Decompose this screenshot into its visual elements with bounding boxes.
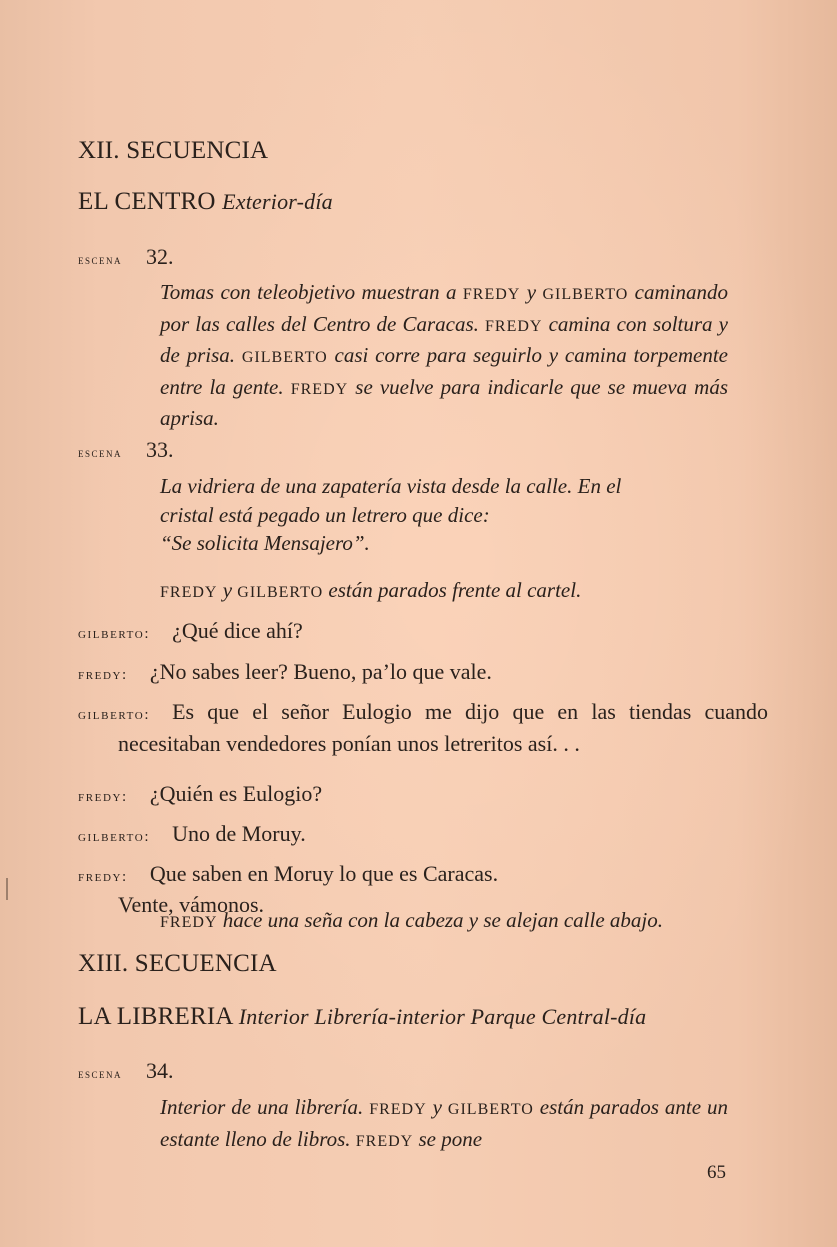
speaker-fredy: fredy: [78, 667, 128, 683]
dialogue-line-6 [78, 860, 728, 892]
location-13-setting: Interior Librería-interior Parque Central-día [238, 1004, 647, 1029]
scene-34-direction-run: FREDY [355, 1132, 414, 1150]
scene-32-direction-run: se vuelve para indicarle que se mueva más aprisa. [160, 374, 728, 430]
dialogue-line-1 [78, 617, 728, 649]
scene-34-label [78, 1058, 174, 1084]
page-number: 65 [707, 1162, 726, 1183]
scene-33-direction-line-1: La vidriera de una zapatería vista desde la calle. En el [160, 474, 622, 498]
sequence-13-heading: XIII. SECUENCIA [78, 950, 277, 977]
dialogue-line-3 [78, 698, 768, 758]
scene-32-direction-run: GILBERTO [241, 349, 328, 366]
scene-33-direction-line-3: “Se solicita Mensajero”. [160, 531, 370, 555]
dialogue-line-4 [78, 780, 728, 812]
scene-32-direction-run: camina con soltura y de prisa. [160, 311, 728, 367]
scene-32-direction-run: y [520, 280, 543, 304]
stand-rest: están parados frente al cartel. [323, 578, 582, 602]
speaker-fredy: fredy: [78, 789, 128, 805]
scene-32-direction-run: casi corre para seguirlo y camina torpemente entre la gente. [160, 343, 728, 399]
scene-33-number: 33. [146, 437, 174, 462]
scene-34-direction-run: GILBERTO [447, 1101, 534, 1118]
dialogue-text: Es que el señor Eulogio me dijo que en las tiendas cuando necesitaban vendedores ponían unos letreritos así. . . [118, 699, 768, 756]
scene-32-direction-run: FREDY [290, 380, 349, 398]
dialogue-text: Uno de Moruy. [172, 821, 306, 846]
stand-and: y [217, 578, 238, 602]
closing-rest: hace una seña con la cabeza y se alejan calle abajo. [217, 908, 664, 932]
location-13-place: LA LIBRERIA [78, 1003, 233, 1030]
scene-32-direction [160, 278, 728, 433]
scene-32-number: 32. [146, 244, 174, 269]
speaker-gilberto: gilberto: [78, 707, 151, 723]
scene-32-direction-run: caminando por las calles del Centro de Caracas. [160, 280, 728, 336]
scene-34-number: 34. [146, 1058, 174, 1083]
scene-33-direction-line-2: cristal está pegado un letrero que dice: [160, 503, 490, 527]
dialogue-line-2 [78, 658, 728, 690]
scene-34-direction-run: FREDY [369, 1101, 427, 1118]
scene-32-direction-run: GILBERTO [542, 286, 629, 303]
sequence-12-heading: XII. SECUENCIA [78, 137, 269, 164]
dialogue-continuation: Vente, vámonos. [118, 892, 265, 917]
scene-34-direction [160, 1093, 728, 1156]
dialogue-text: ¿Qué dice ahí? [172, 618, 303, 643]
scene-34-word: escena [78, 1066, 123, 1081]
location-12-setting: Exterior-día [222, 189, 333, 214]
scene-32-word: escena [78, 252, 123, 267]
scene-32-direction-run: FREDY [462, 286, 521, 303]
scene-32-direction-run: FREDY [485, 317, 543, 335]
margin-mark [6, 878, 8, 900]
dialogue-text: ¿Quién es Eulogio? [149, 781, 323, 806]
stand-name-fredy: FREDY [160, 584, 218, 601]
scene-32-label [78, 244, 174, 270]
scene-33-label [78, 437, 174, 463]
scene-34-direction-run: Interior de una librería. [160, 1095, 370, 1119]
speaker-gilberto: gilberto: [78, 626, 151, 642]
speaker-gilberto: gilberto: [78, 829, 151, 845]
scene-32-direction-run: Tomas con teleobjetivo muestran a [160, 280, 463, 304]
closing-name-fredy: FREDY [160, 914, 218, 931]
dialogue-line-5 [78, 820, 728, 852]
location-13-heading [78, 1003, 646, 1031]
scene-34-direction-run: se pone [413, 1126, 483, 1151]
location-12-heading [78, 188, 333, 216]
scene-33-closing-direction [160, 908, 663, 933]
scene-33-stand-line [160, 578, 581, 603]
dialogue-text: ¿No sabes leer? Bueno, pa’lo que vale. [149, 659, 492, 684]
dialogue-text: Que saben en Moruy lo que es Caracas. [149, 861, 499, 886]
location-12-place: EL CENTRO [78, 188, 216, 215]
scene-34-direction-run: y [426, 1095, 448, 1119]
scene-33-word: escena [78, 445, 123, 460]
speaker-fredy: fredy: [78, 869, 128, 885]
scene-34-direction-run: están parados ante un estante lleno de libros. [160, 1095, 729, 1151]
stand-name-gilberto: GILBERTO [237, 584, 324, 601]
